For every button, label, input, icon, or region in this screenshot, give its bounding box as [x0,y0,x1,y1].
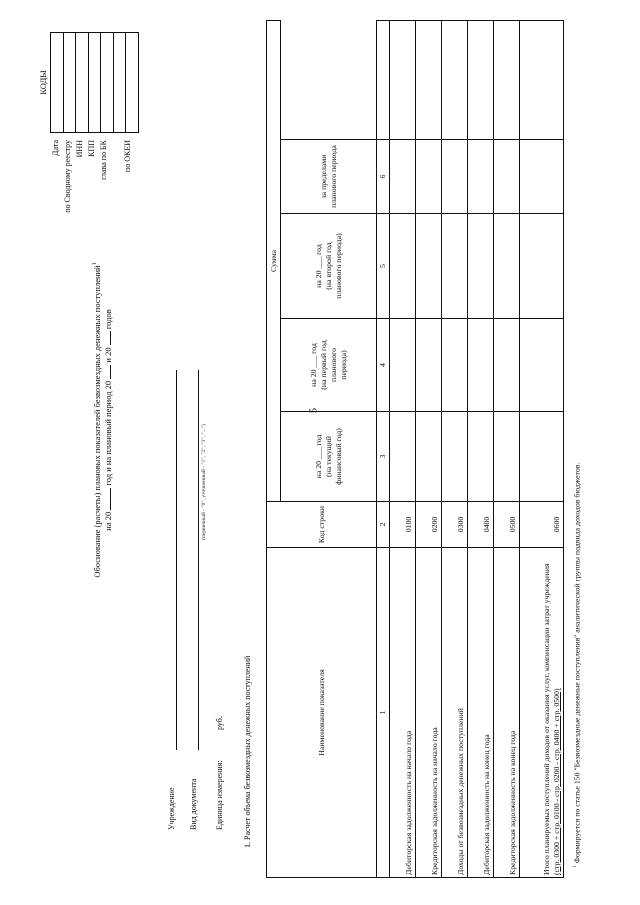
row-code: 0300 [442,502,468,548]
row-code: 0500 [494,502,520,548]
row-name-total: Итого планируемых поступлений доходов от оказания услуг, компенсации затрат учреждения (стр. 0300 + стр. 0100 - стр. 0200 - стр. 0400 + стр. 0500) [520,548,564,878]
cell-y1[interactable] [468,412,494,502]
table-row [416,20,442,877]
cell-beyond[interactable] [494,140,520,214]
row-code: 0400 [468,502,494,548]
row-formula: (стр. 0300 + стр. 0100 - стр. 0200 - стр. 0400 + стр. 0500) [552,688,561,875]
code-cell-registry[interactable] [63,33,76,133]
cell-beyond[interactable] [520,140,564,214]
cell-y1[interactable] [442,412,468,502]
cell-y3[interactable] [520,214,564,319]
unit-label: Единица измерения: [215,760,224,830]
colnum-7 [377,20,390,139]
cell-y2[interactable] [520,319,564,412]
cell-y2[interactable] [416,319,442,412]
colnum-5: 5 [377,214,390,319]
code-label-registry: по Сводному реестру [63,140,72,213]
code-label-date: Дата [51,140,60,156]
row-code: 0600 [520,502,564,548]
table-row [468,20,494,877]
header-year2: на 20 ___ год (на первый год планового периода) [281,319,377,412]
title-year-prefix: на 20 [102,511,113,531]
rotated-form-sheet [10,15,630,890]
cell-y3[interactable] [442,214,468,319]
doc-type-label: Вид документа [189,778,198,830]
title-year-mid1: год и на плановый период 20 [102,380,113,486]
row-name: Дебиторская задолженность на конец года [468,548,494,878]
row-code: 0100 [390,502,416,548]
title-year-mid2: и 20 [102,347,113,363]
header-year1: на 20 ___ год (на текущий финансовый год) [281,412,377,502]
cell-y3[interactable] [390,214,416,319]
table-row [390,20,416,877]
cell-y3[interactable] [494,214,520,319]
code-cell-date[interactable] [51,33,64,133]
codes-header: КОДЫ [38,70,48,95]
title-footnote-mark: 1 [92,262,98,266]
cell-y2[interactable] [442,319,468,412]
code-cell-inn[interactable] [76,33,89,133]
code-cell-okei[interactable] [126,33,139,133]
cell-y3[interactable] [416,214,442,319]
cell-y2[interactable] [390,319,416,412]
colnum-1: 1 [377,548,390,878]
table-row [494,20,520,877]
codes-box [50,32,139,133]
cell-y1[interactable] [390,412,416,502]
header-beyond: за пределами планового периода [281,140,377,214]
institution-label: Учреждение [167,787,176,830]
colnum-3: 3 [377,412,390,502]
cell-beyond[interactable] [468,140,494,214]
cell-beyond[interactable] [416,140,442,214]
table-row [442,20,468,877]
row-code: 0200 [416,502,442,548]
code-label-inn: ИНН [75,140,84,158]
unit-value: руб. [215,716,224,730]
cell-extra[interactable] [520,20,564,139]
colnum-6: 6 [377,140,390,214]
doc-type-field[interactable] [198,370,199,750]
header-indicator-name: Наименование показателя [267,548,377,878]
cell-y3[interactable] [468,214,494,319]
title-year-suffix: годов [102,309,113,330]
cell-extra[interactable] [442,20,468,139]
column-number-row [377,20,390,877]
section-title: 1. Расчет объема безвозмездных денежных поступлений [243,655,252,848]
code-cell-empty[interactable] [113,33,126,133]
code-label-bk: глава по БК [99,140,108,180]
cell-y2[interactable] [494,319,520,412]
cell-y1[interactable] [416,412,442,502]
header-sum: Сумма [267,20,281,501]
cell-extra[interactable] [390,20,416,139]
institution-field[interactable] [176,370,177,750]
header-line-code: Код строки [267,502,377,548]
code-label-kpp: КПП [87,140,96,157]
row-name: Дебиторская задолженность на начало года [390,548,416,878]
footnote [572,463,582,868]
row-name: Доходы от безвозмездных денежных поступлений [442,548,468,878]
row-name: Кредиторская задолженность на конец года [494,548,520,878]
cell-beyond[interactable] [442,140,468,214]
revenue-table [266,20,564,878]
cell-extra[interactable] [494,20,520,139]
table-row-total [520,20,564,877]
footnote-mark: 1 [572,865,578,868]
code-label-okei: по ОКЕИ [123,140,132,173]
cell-extra[interactable] [468,20,494,139]
cell-y1[interactable] [520,412,564,502]
header-year3: на 20 ___ год (на второй год планового периода) [281,214,377,319]
cell-y2[interactable] [468,319,494,412]
cell-beyond[interactable] [390,140,416,214]
footnote-text: Формируется по статье 150 "Безвозмездные денежные поступления" аналитической группы подвида доходов бюджетов. [572,462,582,864]
title-line1: Обоснование (расчеты) плановых показателей безвозмездных денежных поступлений [91,265,102,578]
page-number: 5 [308,408,320,413]
code-cell-bk[interactable] [101,33,114,133]
code-cell-kpp[interactable] [88,33,101,133]
cell-y1[interactable] [494,412,520,502]
colnum-4: 4 [377,319,390,412]
doc-type-note: (первичный - "0", уточненный - "1", "2", "3", "...") [201,424,207,540]
colnum-2: 2 [377,502,390,548]
cell-extra[interactable] [416,20,442,139]
row-name: Кредиторская задолженность на начало года [416,548,442,878]
